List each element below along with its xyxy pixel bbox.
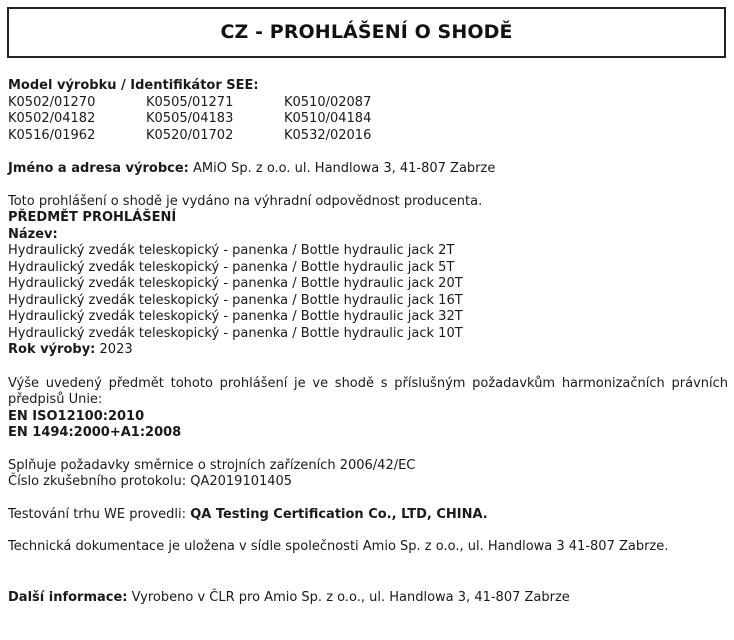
protocol-text: Číslo zkušebního protokolu: QA2019101405 [8,474,293,489]
model-code: K0510/02087 [284,94,372,110]
testing-label: Testování trhu WE provedli: [8,506,187,522]
testing-value: QA Testing Certification Co., LTD, CHINA. [190,506,488,522]
model-code: K0505/04183 [146,111,234,126]
model-code: K0520/01702 [146,127,234,143]
conformity-text: Výše uvedený předmět tohoto prohlášení je ve shodě s příslušným požadavkům harmonizačních právních předpisů Unie: [8,375,728,407]
standard-item: EN ISO12100:2010 [8,408,145,424]
further-info-value: Vyrobeno v ČLR pro Amio Sp. z o.o., ul. Handlowa 3, 41-807 Zabrze [131,589,570,605]
directive-text: Splňuje požadavky směrnice o strojních zařízeních 2006/42/EC [8,457,416,473]
model-code: K0516/01962 [8,127,96,143]
product-name: Hydraulický zvedák teleskopický - panenka / Bottle hydraulic jack 32T [8,309,463,324]
model-code: K0532/02016 [284,127,372,143]
manufacturer-line [8,161,728,178]
manufacturer-label: Jméno a adresa výrobce: [8,161,189,176]
title-box [7,7,726,58]
further-info-line [8,590,728,607]
model-code: K0505/01271 [146,94,234,110]
document-title: CZ - PROHLÁŠENÍ O SHODĚ [220,21,513,44]
model-code: K0510/04184 [284,111,372,126]
model-code: K0502/01270 [8,94,96,110]
further-info-label: Další informace: [8,589,128,605]
standard-item: EN 1494:2000+A1:2008 [8,425,182,440]
product-name: Hydraulický zvedák teleskopický - panenka / Bottle hydraulic jack 16T [8,292,463,308]
model-heading: Model výrobku / Identifikátor SEE: [8,78,259,93]
name-label: Název: [8,226,58,242]
model-code: K0502/04182 [8,111,96,126]
product-name: Hydraulický zvedák teleskopický - panenka / Bottle hydraulic jack 10T [8,325,463,341]
testing-line [8,507,728,524]
model-codes-grid [8,95,728,145]
documentation-text: Technická dokumentace je uložena v sídle společnosti Amio Sp. z o.o., ul. Handlowa 3 41-807 Zabrze. [8,539,669,554]
year-label: Rok výroby: [8,342,96,357]
product-name: Hydraulický zvedák teleskopický - panenka / Bottle hydraulic jack 20T [8,276,463,291]
manufacturer-value: AMiO Sp. z o.o. ul. Handlowa 3, 41-807 Zabrze [193,161,496,176]
product-name: Hydraulický zvedák teleskopický - panenka / Bottle hydraulic jack 2T [8,243,455,258]
responsibility-text: Toto prohlášení o shodě je vydáno na výhradní odpovědnost producenta. [8,193,483,209]
year-value: 2023 [99,342,133,357]
subject-heading: PŘEDMĚT PROHLÁŠENÍ [8,210,177,225]
product-name: Hydraulický zvedák teleskopický - panenka / Bottle hydraulic jack 5T [8,259,455,275]
document-body [8,78,728,606]
year-line [8,342,728,359]
